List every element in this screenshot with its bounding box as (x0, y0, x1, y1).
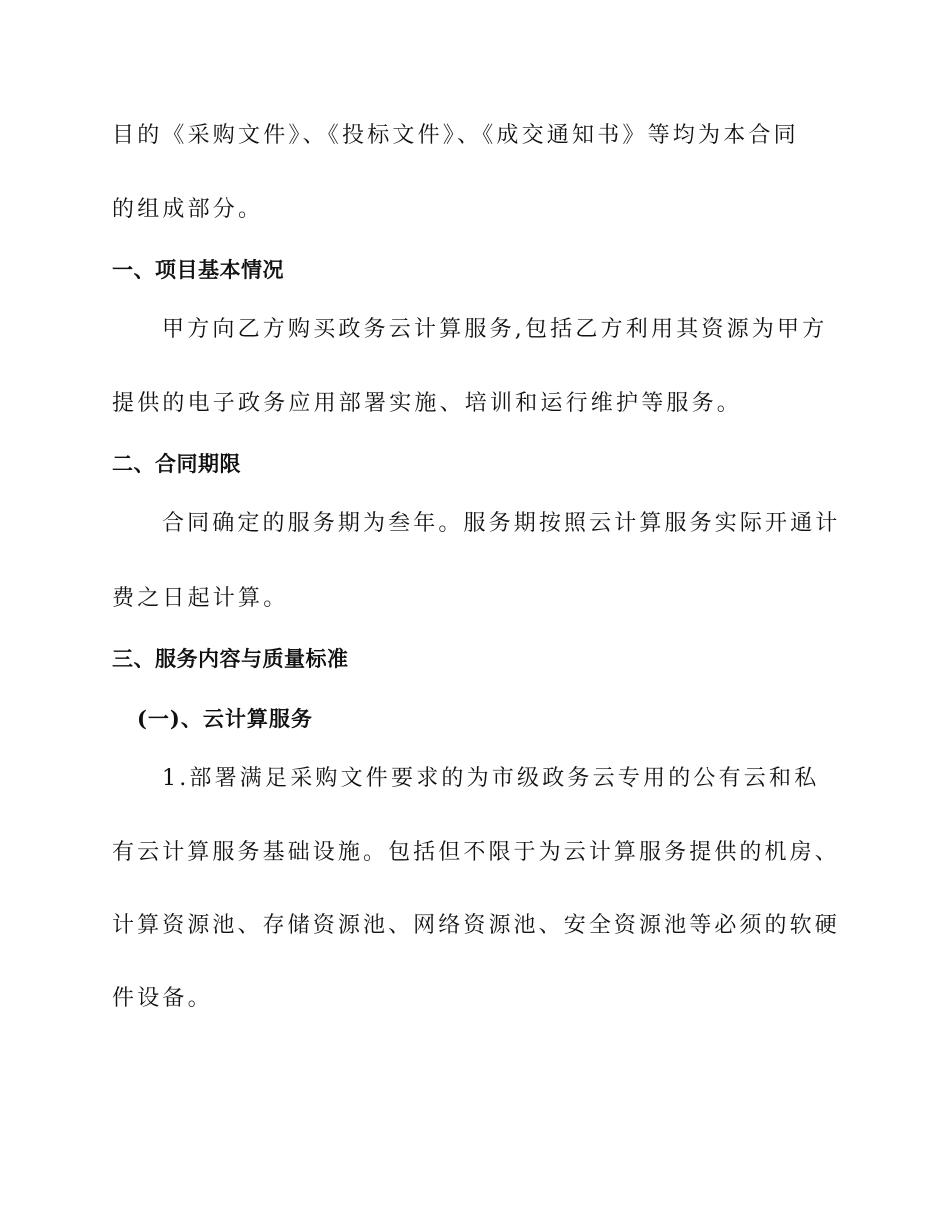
subsection-heading-cloud-computing: (一)、云计算服务 (137, 706, 313, 731)
section-heading-service-content: 三、服务内容与质量标准 (112, 647, 349, 671)
section-heading-contract-term: 二、合同期限 (112, 452, 241, 476)
item1-line-1: 1.部署满足采购文件要求的为市级政务云专用的公有云和私 (162, 766, 820, 791)
intro-line-1: 目的《采购文件》、《投标文件》、《成交通知书》等均为本合同 (112, 123, 799, 148)
item1-line-3: 计算资源池、存储资源池、网络资源池、安全资源池等必须的软硬 (112, 913, 840, 938)
section1-paragraph-line-1: 甲方向乙方购买政务云计算服务,包括乙方利用其资源为甲方 (162, 317, 828, 342)
intro-line-2: 的组成部分。 (112, 197, 264, 222)
item1-line-4: 件设备。 (112, 986, 213, 1011)
section2-paragraph-line-2: 费之日起计算。 (112, 586, 289, 611)
section-heading-project-basics: 一、项目基本情况 (112, 258, 284, 282)
section2-paragraph-line-1: 合同确定的服务期为叁年。服务期按照云计算服务实际开通计 (162, 511, 841, 536)
section1-paragraph-line-2: 提供的电子政务应用部署实施、培训和运行维护等服务。 (112, 391, 743, 416)
item1-line-2: 有云计算服务基础设施。包括但不限于为云计算服务提供的机房、 (112, 840, 840, 865)
